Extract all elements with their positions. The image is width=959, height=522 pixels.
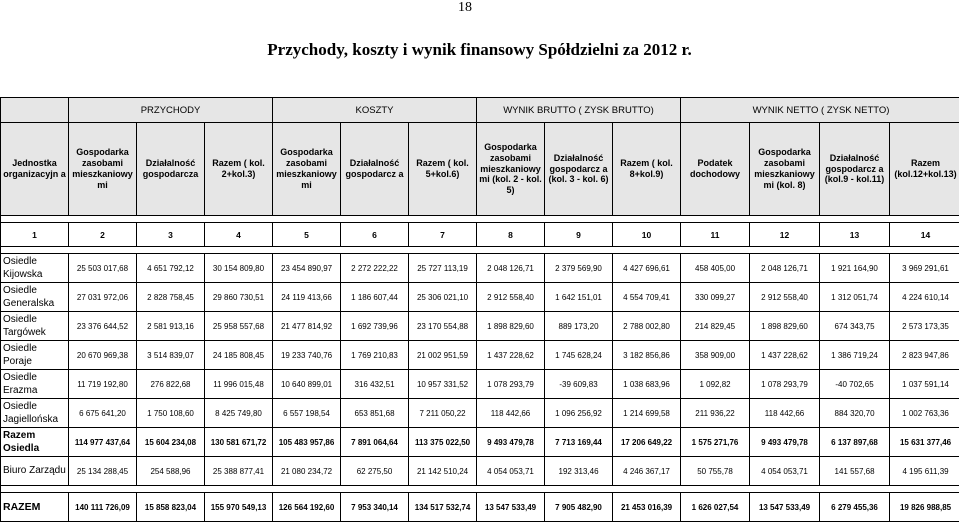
total-row <box>1 493 959 522</box>
table-cell: 2 272 222,22 <box>341 254 409 283</box>
table-cell: 4 651 792,12 <box>137 254 205 283</box>
row-label: Osiedle Poraje <box>1 341 69 370</box>
column-header: Działalność gospodarcz a (kol. 3 - kol. 6) <box>545 123 613 216</box>
table-cell: 23 376 644,52 <box>69 312 137 341</box>
table-cell: 21 142 510,24 <box>409 457 477 486</box>
total-cell: 15 858 823,04 <box>137 493 205 522</box>
table-cell: 1 575 271,76 <box>681 428 750 457</box>
row-label: Osiedle Kijowska <box>1 254 69 283</box>
group-header-blank <box>1 98 69 123</box>
row-label: Osiedle Jagiellońska <box>1 399 69 428</box>
table-cell: 17 206 649,22 <box>613 428 681 457</box>
table-cell: 1 921 164,90 <box>820 254 890 283</box>
table-cell: 25 306 021,10 <box>409 283 477 312</box>
total-cell: 7 953 340,14 <box>341 493 409 522</box>
column-header: Gospodarka zasobami mieszkaniowy mi <box>69 123 137 216</box>
table-cell: -40 702,65 <box>820 370 890 399</box>
table-row <box>1 428 959 457</box>
total-cell: 6 279 455,36 <box>820 493 890 522</box>
table-cell: 114 977 437,64 <box>69 428 137 457</box>
table-cell: 10 957 331,52 <box>409 370 477 399</box>
table-cell: 458 405,00 <box>681 254 750 283</box>
table-cell: -39 609,83 <box>545 370 613 399</box>
column-number: 14 <box>890 223 959 247</box>
spacer-row <box>1 216 959 223</box>
total-cell: 13 547 533,49 <box>750 493 820 522</box>
table-cell: 1 186 607,44 <box>341 283 409 312</box>
column-header: Gospodarka zasobami mieszkaniowy mi <box>273 123 341 216</box>
column-number: 12 <box>750 223 820 247</box>
table-cell: 25 388 877,41 <box>205 457 273 486</box>
table-cell: 118 442,66 <box>750 399 820 428</box>
total-cell: 13 547 533,49 <box>477 493 545 522</box>
table-cell: 2 828 758,45 <box>137 283 205 312</box>
column-header: Gospodarka zasobami mieszkaniowy mi (kol. 2 - kol. 5) <box>477 123 545 216</box>
table-cell: 192 313,46 <box>545 457 613 486</box>
column-number: 3 <box>137 223 205 247</box>
table-cell: 884 320,70 <box>820 399 890 428</box>
total-cell: 155 970 549,13 <box>205 493 273 522</box>
table-cell: 330 099,27 <box>681 283 750 312</box>
column-header: Razem (kol.12+kol.13) <box>890 123 959 216</box>
total-cell: 21 453 016,39 <box>613 493 681 522</box>
table-cell: 25 134 288,45 <box>69 457 137 486</box>
table-cell: 141 557,68 <box>820 457 890 486</box>
table-cell: 62 275,50 <box>341 457 409 486</box>
table-cell: 3 182 856,86 <box>613 341 681 370</box>
table-cell: 2 048 126,71 <box>477 254 545 283</box>
column-header: Działalność gospodarcz a (kol.9 - kol.11) <box>820 123 890 216</box>
row-label: Osiedle Erazma <box>1 370 69 399</box>
column-header: Działalność gospodarcza <box>137 123 205 216</box>
table-cell: 20 670 969,38 <box>69 341 137 370</box>
table-cell: 1 002 763,36 <box>890 399 959 428</box>
table-cell: 1 898 829,60 <box>477 312 545 341</box>
page-number: 18 <box>455 0 475 16</box>
table-row <box>1 283 959 312</box>
column-header: Razem ( kol. 5+kol.6) <box>409 123 477 216</box>
column-number: 1 <box>1 223 69 247</box>
spacer-cell <box>1 247 959 254</box>
financial-results-table <box>0 97 959 522</box>
table-cell: 1 037 591,14 <box>890 370 959 399</box>
total-cell: 1 626 027,54 <box>681 493 750 522</box>
table-cell: 1 769 210,83 <box>341 341 409 370</box>
table-cell: 2 379 569,90 <box>545 254 613 283</box>
table-cell: 4 554 709,41 <box>613 283 681 312</box>
table-cell: 214 829,45 <box>681 312 750 341</box>
table-cell: 1 898 829,60 <box>750 312 820 341</box>
group-header: KOSZTY <box>273 98 477 123</box>
total-cell: 140 111 726,09 <box>69 493 137 522</box>
table-cell: 25 727 113,19 <box>409 254 477 283</box>
table-cell: 15 604 234,08 <box>137 428 205 457</box>
column-header: Jednostka organizacyjn a <box>1 123 69 216</box>
table-cell: 19 233 740,76 <box>273 341 341 370</box>
group-header: WYNIK BRUTTO ( ZYSK BRUTTO) <box>477 98 681 123</box>
table-cell: 1 092,82 <box>681 370 750 399</box>
table-cell: 316 432,51 <box>341 370 409 399</box>
table-cell: 2 573 173,35 <box>890 312 959 341</box>
table-cell: 653 851,68 <box>341 399 409 428</box>
table-cell: 11 719 192,80 <box>69 370 137 399</box>
table-cell: 7 211 050,22 <box>409 399 477 428</box>
table-cell: 29 860 730,51 <box>205 283 273 312</box>
column-number: 10 <box>613 223 681 247</box>
spacer-row <box>1 486 959 493</box>
table-cell: 1 078 293,79 <box>477 370 545 399</box>
row-label: Biuro Zarządu <box>1 457 69 486</box>
table-cell: 4 246 367,17 <box>613 457 681 486</box>
column-header: Razem ( kol. 2+kol.3) <box>205 123 273 216</box>
column-number: 4 <box>205 223 273 247</box>
table-cell: 6 137 897,68 <box>820 428 890 457</box>
table-cell: 21 477 814,92 <box>273 312 341 341</box>
table-cell: 2 048 126,71 <box>750 254 820 283</box>
table-cell: 24 185 808,45 <box>205 341 273 370</box>
column-number: 9 <box>545 223 613 247</box>
table-cell: 23 454 890,97 <box>273 254 341 283</box>
document-title: Przychody, koszty i wynik finansowy Spółdzielni za 2012 r. <box>0 40 959 60</box>
row-label: Osiedle Generalska <box>1 283 69 312</box>
table-cell: 10 640 899,01 <box>273 370 341 399</box>
table-cell: 9 493 479,78 <box>477 428 545 457</box>
column-number: 8 <box>477 223 545 247</box>
table-cell: 15 631 377,46 <box>890 428 959 457</box>
column-header: Podatek dochodowy <box>681 123 750 216</box>
group-header: PRZYCHODY <box>69 98 273 123</box>
table-cell: 25 503 017,68 <box>69 254 137 283</box>
total-label: RAZEM <box>1 493 69 522</box>
table-row <box>1 370 959 399</box>
table-cell: 4 224 610,14 <box>890 283 959 312</box>
table-cell: 2 823 947,86 <box>890 341 959 370</box>
table-cell: 1 078 293,79 <box>750 370 820 399</box>
column-header: Działalność gospodarcz a <box>341 123 409 216</box>
table-row <box>1 254 959 283</box>
table-cell: 23 170 554,88 <box>409 312 477 341</box>
column-number: 11 <box>681 223 750 247</box>
table-cell: 276 822,68 <box>137 370 205 399</box>
table-row <box>1 341 959 370</box>
row-label: Razem Osiedla <box>1 428 69 457</box>
table-cell: 24 119 413,66 <box>273 283 341 312</box>
table-cell: 27 031 972,06 <box>69 283 137 312</box>
column-header-row <box>1 123 959 216</box>
table-cell: 6 557 198,54 <box>273 399 341 428</box>
table-row <box>1 312 959 341</box>
table-cell: 674 343,75 <box>820 312 890 341</box>
table-cell: 9 493 479,78 <box>750 428 820 457</box>
table-cell: 1 386 719,24 <box>820 341 890 370</box>
table-cell: 2 581 913,16 <box>137 312 205 341</box>
group-header: WYNIK NETTO ( ZYSK NETTO) <box>681 98 959 123</box>
table-cell: 1 750 108,60 <box>137 399 205 428</box>
table-cell: 21 080 234,72 <box>273 457 341 486</box>
table-cell: 4 054 053,71 <box>750 457 820 486</box>
spacer-cell <box>1 216 959 223</box>
total-cell: 7 905 482,90 <box>545 493 613 522</box>
table-cell: 1 038 683,96 <box>613 370 681 399</box>
spacer-cell <box>1 486 959 493</box>
table-cell: 7 891 064,64 <box>341 428 409 457</box>
row-label: Osiedle Targówek <box>1 312 69 341</box>
total-cell: 126 564 192,60 <box>273 493 341 522</box>
table-cell: 1 745 628,24 <box>545 341 613 370</box>
table-cell: 358 909,00 <box>681 341 750 370</box>
column-number: 2 <box>69 223 137 247</box>
table-cell: 130 581 671,72 <box>205 428 273 457</box>
table-cell: 1 642 151,01 <box>545 283 613 312</box>
table-cell: 254 588,96 <box>137 457 205 486</box>
table-cell: 4 427 696,61 <box>613 254 681 283</box>
table-cell: 4 054 053,71 <box>477 457 545 486</box>
table-cell: 105 483 957,86 <box>273 428 341 457</box>
table-cell: 1 312 051,74 <box>820 283 890 312</box>
table-cell: 11 996 015,48 <box>205 370 273 399</box>
table-cell: 211 936,22 <box>681 399 750 428</box>
table-cell: 1 214 699,58 <box>613 399 681 428</box>
table-cell: 1 692 739,96 <box>341 312 409 341</box>
table-row <box>1 457 959 486</box>
column-number: 5 <box>273 223 341 247</box>
table-cell: 118 442,66 <box>477 399 545 428</box>
table-cell: 1 437 228,62 <box>477 341 545 370</box>
total-cell: 134 517 532,74 <box>409 493 477 522</box>
table-cell: 4 195 611,39 <box>890 457 959 486</box>
total-cell: 19 826 988,85 <box>890 493 959 522</box>
table-cell: 889 173,20 <box>545 312 613 341</box>
table-cell: 6 675 641,20 <box>69 399 137 428</box>
table-cell: 3 969 291,61 <box>890 254 959 283</box>
column-number: 6 <box>341 223 409 247</box>
column-number: 7 <box>409 223 477 247</box>
table-cell: 30 154 809,80 <box>205 254 273 283</box>
spacer-row <box>1 247 959 254</box>
table-row <box>1 399 959 428</box>
table-cell: 2 912 558,40 <box>750 283 820 312</box>
table-cell: 50 755,78 <box>681 457 750 486</box>
column-header: Razem ( kol. 8+kol.9) <box>613 123 681 216</box>
table-cell: 113 375 022,50 <box>409 428 477 457</box>
table-cell: 7 713 169,44 <box>545 428 613 457</box>
column-number-row <box>1 223 959 247</box>
column-number: 13 <box>820 223 890 247</box>
column-header: Gospodarka zasobami mieszkaniowy mi (kol. 8) <box>750 123 820 216</box>
group-header-row <box>1 98 959 123</box>
table-cell: 8 425 749,80 <box>205 399 273 428</box>
table-cell: 2 788 002,80 <box>613 312 681 341</box>
table-cell: 3 514 839,07 <box>137 341 205 370</box>
table-cell: 25 958 557,68 <box>205 312 273 341</box>
table-cell: 2 912 558,40 <box>477 283 545 312</box>
table-cell: 21 002 951,59 <box>409 341 477 370</box>
table-cell: 1 437 228,62 <box>750 341 820 370</box>
table-cell: 1 096 256,92 <box>545 399 613 428</box>
